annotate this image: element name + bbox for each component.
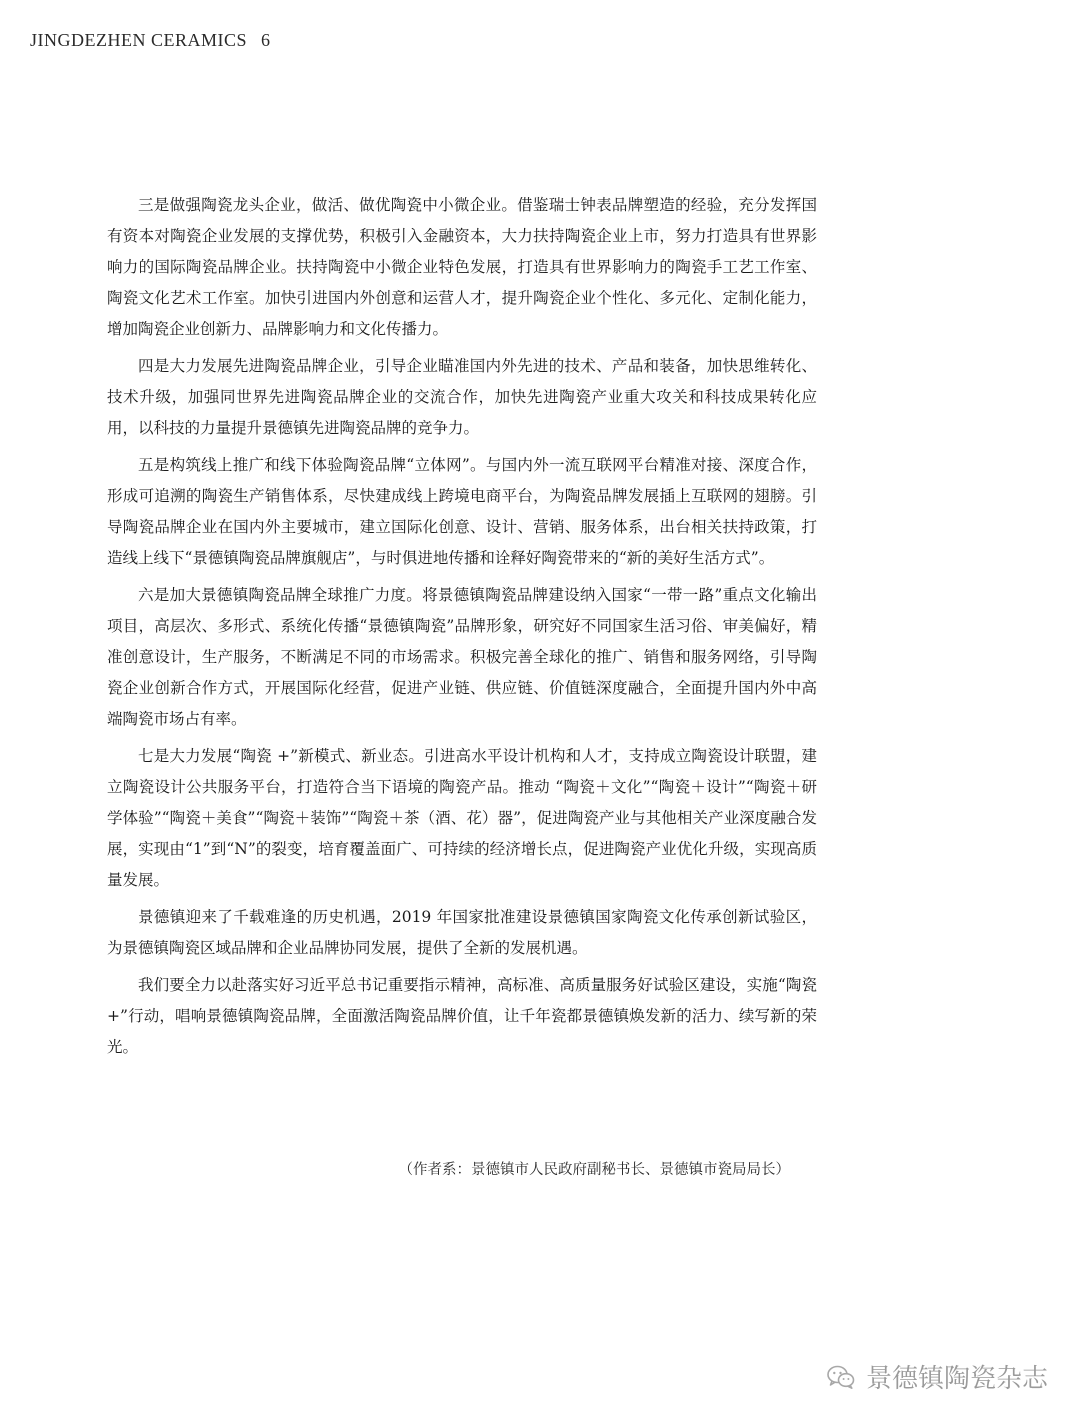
- author-note: （作者系：景德镇市人民政府副秘书长、景德镇市瓷局局长）: [398, 1162, 790, 1178]
- paragraph: 三是做强陶瓷龙头企业，做活、做优陶瓷中小微企业。借鉴瑞士钟表品牌塑造的经验，充分发挥国有资本对陶瓷企业发展的支撑优势，积极引入金融资本，大力扶持陶瓷企业上市，努力打造具有世界影响力的国际陶瓷品牌企业。扶持陶瓷中小微企业特色发展，打造具有世界影响力的陶瓷手工艺工作室、陶瓷文化艺术工作室。加快引进国内外创意和运营人才，提升陶瓷企业个性化、多元化、定制化能力，增加陶瓷企业创新力、品牌影响力和文化传播力。: [107, 196, 817, 338]
- watermark-text: 景德镇陶瓷杂志: [865, 1364, 1048, 1394]
- paragraph: 我们要全力以赴落实好习近平总书记重要指示精神，高标准、高质量服务好试验区建设，实施“陶瓷 +”行动，唱响景德镇陶瓷品牌，全面激活陶瓷品牌价值，让千年瓷都景德镇焕发新的活力、续写新的荣光。: [107, 976, 817, 1056]
- wechat-icon: [826, 1364, 856, 1390]
- watermark: [826, 1358, 1048, 1395]
- paragraph: 四是大力发展先进陶瓷品牌企业，引导企业瞄准国内外先进的技术、产品和装备，加快思维转化、技术升级，加强同世界先进陶瓷品牌企业的交流合作，加快先进陶瓷产业重大攻关和科技成果转化应用，以科技的力量提升景德镇先进陶瓷品牌的竞争力。: [107, 357, 817, 437]
- article-body: [107, 190, 817, 1069]
- paragraph: 五是构筑线上推广和线下体验陶瓷品牌“立体网”。与国内外一流互联网平台精准对接、深度合作，形成可追溯的陶瓷生产销售体系，尽快建成线上跨境电商平台，为陶瓷品牌发展插上互联网的翅膀。引导陶瓷品牌企业在国内外主要城市，建立国际化创意、设计、营销、服务体系，出台相关扶持政策，打造线上线下“景德镇陶瓷品牌旗舰店”，与时俱进地传播和诠释好陶瓷带来的“新的美好生活方式”。: [107, 456, 817, 567]
- paragraph: 六是加大景德镇陶瓷品牌全球推广力度。将景德镇陶瓷品牌建设纳入国家“一带一路”重点文化输出项目，高层次、多形式、系统化传播“景德镇陶瓷”品牌形象，研究好不同国家生活习俗、审美偏好，精准创意设计，生产服务，不断满足不同的市场需求。积极完善全球化的推广、销售和服务网络，引导陶瓷企业创新合作方式，开展国际化经营，促进产业链、供应链、价值链深度融合，全面提升国内外中高端陶瓷市场占有率。: [107, 586, 817, 728]
- paragraph: 七是大力发展“陶瓷 +”新模式、新业态。引进高水平设计机构和人才，支持成立陶瓷设计联盟，建立陶瓷设计公共服务平台，打造符合当下语境的陶瓷产品。推动 “陶瓷＋文化”“陶瓷＋设计”“陶瓷＋研学体验”“陶瓷＋美食”“陶瓷＋装饰”“陶瓷＋茶（酒、花）器”，促进陶瓷产业与其他相关产业深度融合发展，实现由“1”到“N”的裂变，培育覆盖面广、可持续的经济增长点，促进陶瓷产业优化升级，实现高质量发展。: [107, 747, 817, 889]
- publication-title: JINGDEZHEN CERAMICS: [30, 30, 248, 50]
- running-header: [30, 30, 271, 51]
- page-number: 6: [261, 30, 271, 50]
- paragraph: 景德镇迎来了千载难逢的历史机遇，2019 年国家批准建设景德镇国家陶瓷文化传承创新试验区，为景德镇陶瓷区域品牌和企业品牌协同发展，提供了全新的发展机遇。: [107, 908, 817, 957]
